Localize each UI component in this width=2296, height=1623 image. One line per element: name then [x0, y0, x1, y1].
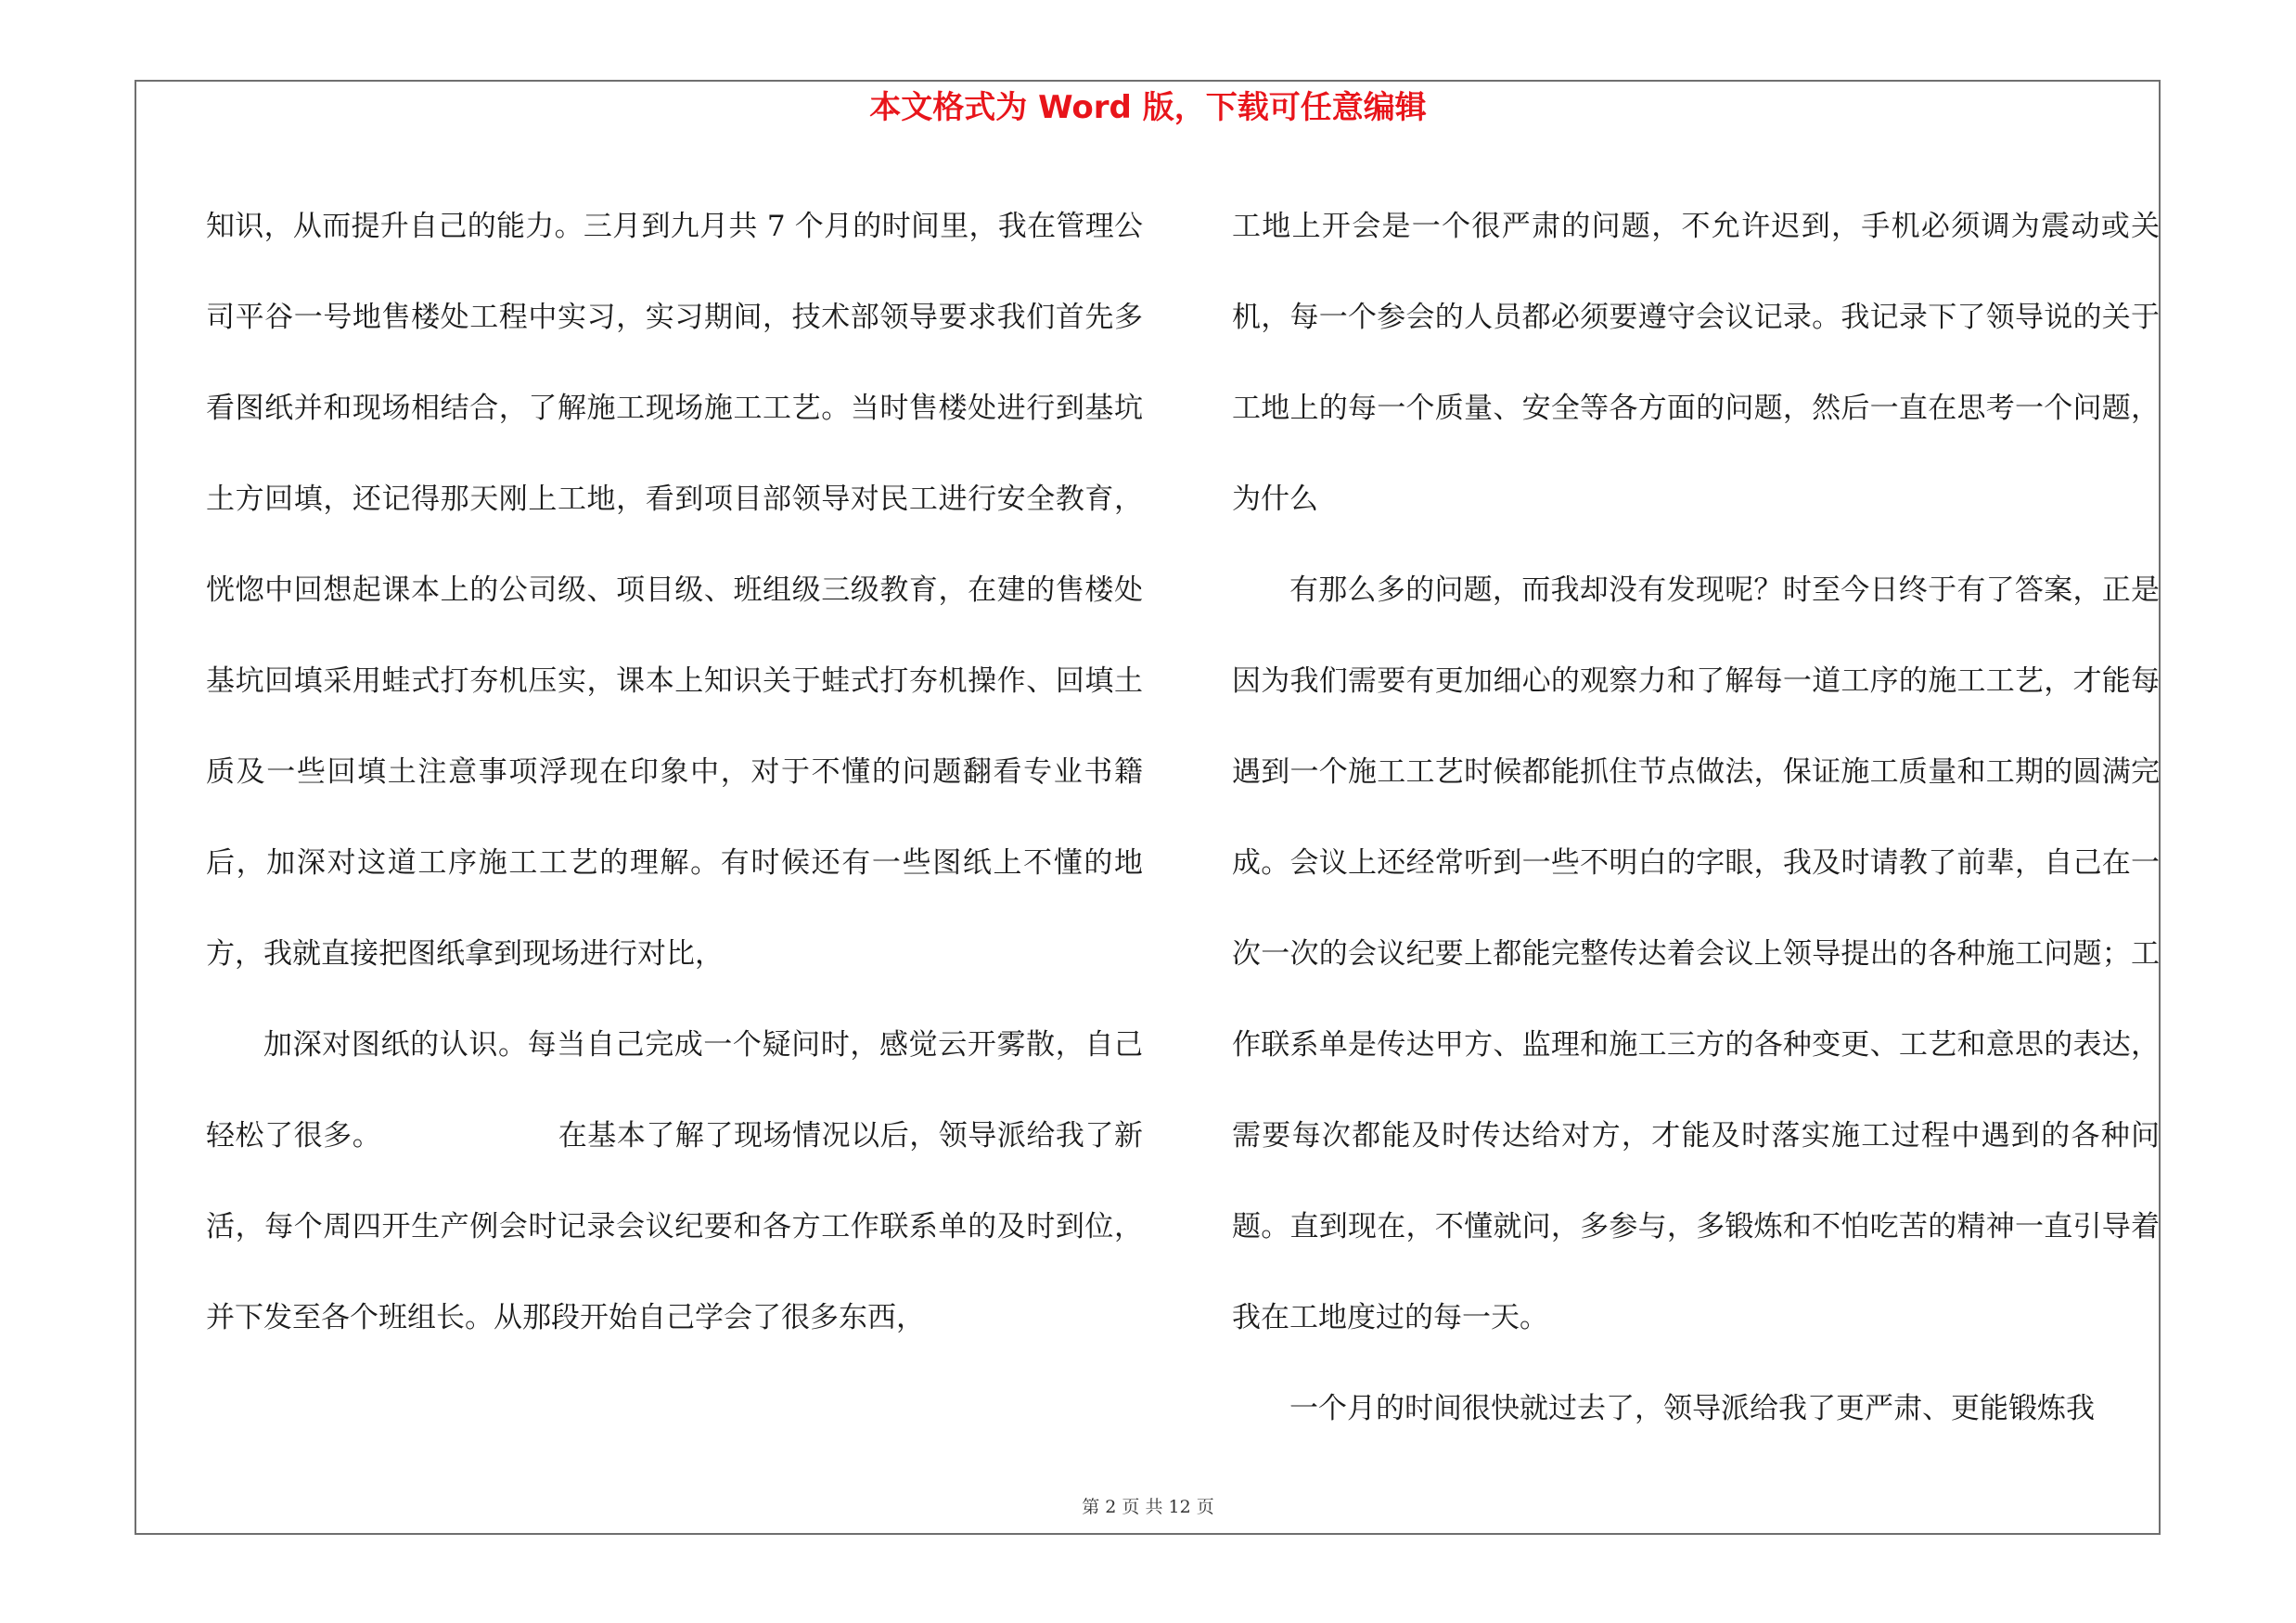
right-column	[1232, 181, 2160, 1454]
word-format-banner: 本文格式为 Word 版，下载可任意编辑	[869, 89, 1427, 126]
left-paragraph-2-part-2: 在基本了解了现场情况以后，领导派给我了新活，每个周四开生产例会时记录会议纪要和各方工作联系单的及时到位，并下发至各个班组长。从那段开始自己学会了很多东西，	[206, 1119, 1144, 1334]
left-paragraph-2-part-1: 加深对图纸的认识。每当自己完成一个疑问时，感觉云开雾散，自己轻松了很多。	[206, 1028, 1143, 1153]
right-paragraph-1: 工地上开会是一个很严肃的问题，不允许迟到，手机必须调为震动或关机，每一个参会的人员都必须要遵守会议记录。我记录下了领导说的关于工地上的每一个质量、安全等各方面的问题，然后一直在思考一个问题，为什么	[1232, 210, 2160, 516]
right-paragraph-2: 有那么多的问题，而我却没有发现呢？时至今日终于有了答案，正是因为我们需要有更加细心的观察力和了解每一道工序的施工工艺，才能每遇到一个施工工艺时候都能抓住节点做法，保证施工质量和工期的圆满完成。会议上还经常听到一些不明白的字眼，我及时请教了前辈，自己在一次一次的会议纪要上都能完整传达着会议上领导提出的各种施工问题；工作联系单是传达甲方、监理和施工三方的各种变更、工艺和意思的表达，需要每次都能及时传达给对方，才能及时落实施工过程中遇到的各种问题。直到现在，不懂就问，多参与，多锻炼和不怕吃苦的精神一直引导着我在工地度过的每一天。	[1232, 573, 2160, 1334]
left-column	[206, 181, 1143, 1363]
left-paragraph-1: 知识，从而提升自己的能力。三月到九月共 7 个月的时间里，我在管理公司平谷一号地售楼处工程中实习，实习期间，技术部领导要求我们首先多看图纸并和现场相结合，了解施工现场施工工艺。当时售楼处进行到基坑土方回填，还记得那天刚上工地，看到项目部领导对民工进行安全教育，恍惚中回想起课本上的公司级、项目级、班组级三级教育，在建的售楼处基坑回填采用蛙式打夯机压实，课本上知识关于蛙式打夯机操作、回填土质及一些回填土注意事项浮现在印象中，对于不懂的问题翻看专业书籍后，加深对这道工序施工工艺的理解。有时候还有一些图纸上不懂的地方，我就直接把图纸拿到现场进行对比，	[206, 210, 1143, 971]
page-number-footer: 第 2 页 共 12 页	[1082, 1497, 1214, 1517]
left-paragraph-2	[206, 999, 1143, 1363]
right-paragraph-3: 一个月的时间很快就过去了，领导派给我了更严肃、更能锻炼我	[1289, 1392, 2095, 1425]
